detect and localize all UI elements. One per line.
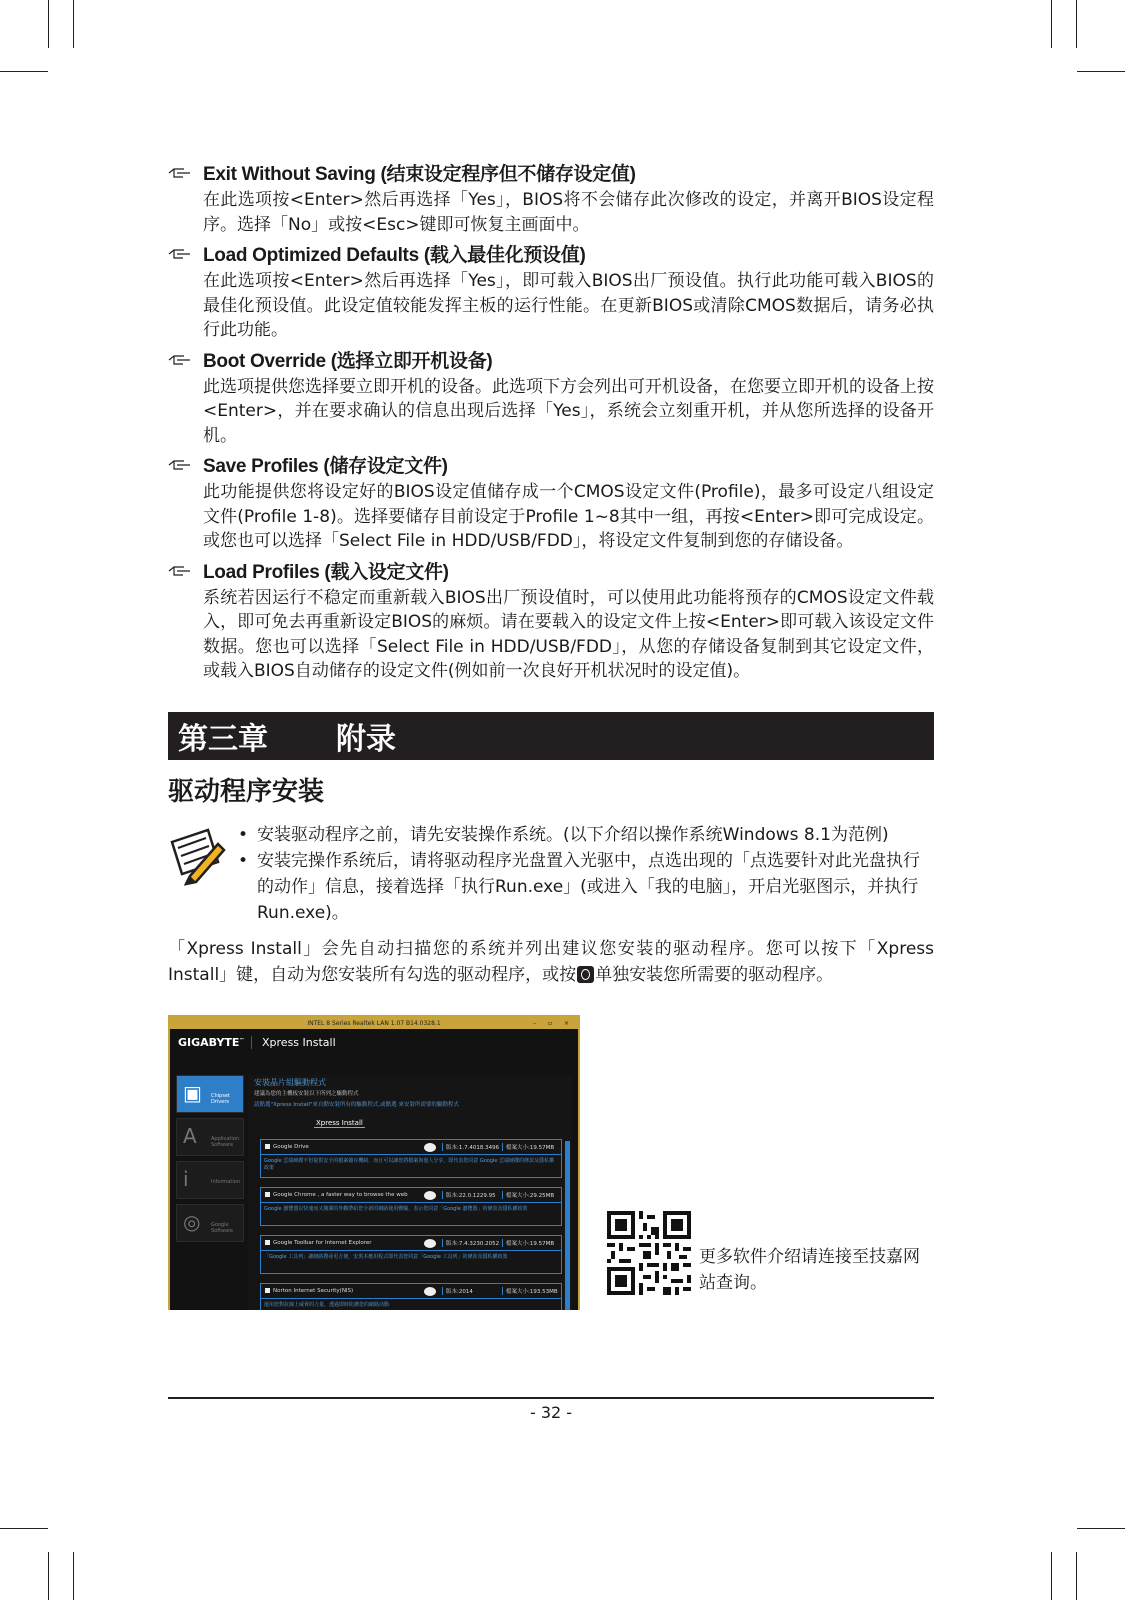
driver-version: 版本:1.7.4018.3496 — [442, 1143, 502, 1151]
panel-title: 安裝晶片組驅動程式 — [254, 1078, 326, 1087]
paragraph-text-after: 单独安装您所需要的驱动程序。 — [595, 964, 834, 985]
bullet-mark: • — [238, 850, 249, 871]
bios-option-boot-override — [168, 349, 934, 449]
driver-description: Google 雲端硬碟不但提供安全的檔案儲存機制，而且可以讓您將檔案與他人分享，即代表您同意 Google 雲端硬碟的條款及隱私權政策 — [260, 1155, 562, 1178]
bios-option-load-profiles — [168, 560, 934, 684]
app-title: Xpress Install — [262, 1035, 336, 1049]
note-block — [168, 822, 934, 928]
option-description: 此功能提供您将设定好的BIOS设定值储存成一个CMOS设定文件(Profile)，最多可设定八组设定文件(Profile 1-8)。选择要储存目前设定于Profile 1~8其中一组，再按<Enter>即可完成设定。或您也可以选择「Select File in HDD/USB/FDD」，将设定文件复制到您的存储设备。 — [203, 482, 934, 551]
driver-size: 檔案大小:29.25MB — [502, 1191, 561, 1199]
bios-option-load-optimized-defaults — [168, 243, 934, 343]
window-title: INTEL 8 Series Realtek LAN 1.07 B14.0328.1 — [307, 1020, 441, 1027]
sidebar-item-information[interactable] — [176, 1161, 244, 1199]
driver-checkbox[interactable] — [265, 1192, 270, 1197]
driver-size: 檔案大小:193.53MB — [502, 1287, 561, 1295]
driver-size: 檔案大小:19.57MB — [502, 1239, 561, 1247]
crop-mark — [1077, 71, 1125, 72]
sidebar-item-label: Google Software — [211, 1222, 234, 1234]
note-text: 安装驱动程序之前，请先安装操作系统。(以下介绍以操作系统Windows 8.1为范例) — [257, 824, 889, 845]
xpress-install-screenshot — [168, 1015, 580, 1310]
crop-mark — [1076, 1552, 1077, 1600]
driver-version: 版本:7.4.3230.2052 — [442, 1239, 502, 1247]
sidebar-item-google-software[interactable] — [176, 1204, 244, 1242]
option-title: Save Profiles (储存设定文件) — [203, 456, 448, 477]
note-list — [238, 822, 934, 926]
sidebar-item-label: Information — [211, 1179, 240, 1185]
page-number: - 32 - — [529, 1403, 573, 1422]
crop-mark — [1051, 0, 1052, 48]
driver-description: Google 瀏覽器以快速而又簡潔的外觀帶給您全新的網路使用體驗，表示您同意「Google 瀏覽器」的條款及隱私權政策 — [260, 1203, 562, 1226]
panel-subtitle: 建議為您的主機板安裝以下所列之驅動程式 — [254, 1091, 359, 1097]
crop-mark — [1076, 0, 1077, 48]
app-window — [170, 1029, 578, 1310]
driver-version: 版本:2014 — [442, 1287, 502, 1295]
panel-instructions: 請點選"Xpress Install"來自動安裝所有的驅動程式,或點選 來安裝所需要的驅動程式 — [254, 1102, 459, 1108]
driver-checkbox[interactable] — [265, 1288, 270, 1293]
option-title: Boot Override (选择立即开机设备) — [203, 350, 493, 372]
chapter-title: 附录 — [336, 721, 396, 757]
option-title: Exit Without Saving (结束设定程序但不储存设定值) — [203, 164, 636, 185]
brand-trademark: ™ — [239, 1036, 245, 1043]
note-text: 安装完操作系统后，请将驱动程序光盘置入光驱中，点选出现的「点选要针对此光盘执行的动作」信息，接着选择「执行Run.exe」(或进入「我的电脑」，开启光驱图示，并执行Run.exe)。 — [257, 850, 920, 923]
chipset-icon: ▣ — [183, 1081, 202, 1105]
driver-row — [260, 1283, 562, 1310]
install-single-icon[interactable] — [424, 1143, 436, 1152]
note-pencil-icon — [168, 826, 226, 886]
sidebar-item-application-software[interactable] — [176, 1118, 244, 1156]
option-title: Load Optimized Defaults (载入最佳化预设值) — [203, 245, 586, 266]
crop-mark — [48, 0, 49, 48]
option-description: 在此选项按<Enter>然后再选择「Yes」，BIOS将不会储存此次修改的设定，并离开BIOS设定程序。选择「No」或按<Esc>键即可恢复主画面中。 — [203, 190, 934, 235]
crop-mark — [73, 1552, 74, 1600]
scrollbar[interactable] — [565, 1141, 570, 1310]
install-single-icon[interactable] — [424, 1191, 436, 1200]
paragraph-text-before: 「Xpress Install」会先自动扫描您的系统并列出建议您安装的驱动程序。您可以按下「Xpress Install」键，自动为您安装所有勾选的驱动程序，或按 — [168, 938, 934, 985]
google-icon: ◎ — [183, 1210, 201, 1234]
driver-row — [260, 1187, 562, 1235]
window-titlebar — [170, 1018, 578, 1029]
brand-logo — [170, 1036, 252, 1049]
xpress-install-button[interactable]: Xpress Install — [316, 1119, 363, 1127]
driver-description: 「Google 工具列」讓網路搜尋更方便，安裝本應用程式即代表您同意「Google 工具列」的條款及隱私權政策 — [260, 1251, 562, 1274]
info-icon: i — [183, 1167, 189, 1191]
driver-name: Norton Internet Security(NIS) — [273, 1288, 354, 1294]
driver-checkbox[interactable] — [265, 1144, 270, 1149]
driver-row — [260, 1235, 562, 1283]
chapter-heading — [168, 712, 934, 760]
option-description: 此选项提供您选择要立即开机的设备。此选项下方会列出可开机设备，在您要立即开机的设备上按<Enter>，并在要求确认的信息出现后选择「Yes」，系统会立刻重开机，并从您所选择的设备开机。 — [203, 376, 934, 446]
page-content — [168, 162, 934, 1005]
app-main-panel — [248, 1075, 572, 1310]
brand-name: GIGABYTE — [178, 1035, 240, 1049]
driver-list — [260, 1139, 562, 1310]
crop-mark — [0, 71, 48, 72]
pointing-hand-icon — [168, 458, 192, 472]
bullet-mark: • — [238, 824, 249, 845]
note-item — [238, 822, 934, 848]
driver-name: Google Chrome , a faster way to browse the web — [273, 1192, 408, 1198]
qr-code-icon — [607, 1211, 691, 1295]
application-icon: A — [183, 1124, 197, 1148]
sidebar-item-label: Application Software — [211, 1136, 239, 1148]
note-item — [238, 848, 934, 926]
install-single-icon — [577, 966, 594, 983]
install-single-icon[interactable] — [424, 1287, 436, 1296]
section-title: 驱动程序安装 — [168, 776, 325, 807]
driver-description: 運用您對抗線上威脅的力量，透過即時防護您的網路活動 — [260, 1299, 562, 1310]
option-title: Load Profiles (载入设定文件) — [203, 561, 449, 583]
pointing-hand-icon — [168, 564, 192, 578]
xpress-install-paragraph — [168, 936, 934, 988]
qr-caption: 更多软件介绍请连接至技嘉网站查询。 — [699, 1247, 920, 1293]
footer-rule — [168, 1397, 934, 1399]
option-description: 系统若因运行不稳定而重新载入BIOS出厂预设值时，可以使用此功能将预存的CMOS设定文件载入，即可免去再重新设定BIOS的麻烦。请在要载入的设定文件上按<Enter>即可载入该设定文件数据。您也可以选择「Select File in HDD/USB/FDD」，从您的存储设备复制到其它设定文件，或载入BIOS自动储存的设定文件(例如前一次良好开机状况时的设定值)。 — [203, 587, 934, 681]
sidebar-item-chipset-drivers[interactable] — [176, 1075, 244, 1113]
crop-mark — [1077, 1528, 1125, 1529]
bios-option-save-profiles — [168, 454, 934, 554]
install-single-icon[interactable] — [424, 1239, 436, 1248]
driver-name: Google Toolbar for Internet Explorer — [273, 1240, 372, 1246]
app-sidebar — [176, 1075, 244, 1247]
crop-mark — [73, 0, 74, 48]
crop-mark — [0, 1528, 48, 1529]
driver-name: Google Drive — [273, 1144, 309, 1150]
window-controls[interactable]: – ▫ × — [533, 1020, 574, 1027]
sidebar-item-label: Chipset Drivers — [211, 1093, 230, 1105]
chapter-number: 第三章 — [178, 721, 268, 757]
driver-size: 檔案大小:19.57MB — [502, 1143, 561, 1151]
pointing-hand-icon — [168, 166, 192, 180]
crop-mark — [1051, 1552, 1052, 1600]
driver-version: 版本:22.0.1229.95 — [442, 1191, 502, 1199]
pointing-hand-icon — [168, 247, 192, 261]
bios-option-exit-without-saving — [168, 162, 934, 237]
driver-checkbox[interactable] — [265, 1240, 270, 1245]
app-header — [170, 1029, 578, 1055]
option-description: 在此选项按<Enter>然后再选择「Yes」，即可载入BIOS出厂预设值。执行此功能可载入BIOS的最佳化预设值。此设定值较能发挥主板的运行性能。在更新BIOS或清除CMOS数据后，请务必执行此功能。 — [203, 271, 934, 340]
crop-mark — [48, 1552, 49, 1600]
driver-row — [260, 1139, 562, 1187]
pointing-hand-icon — [168, 353, 192, 367]
